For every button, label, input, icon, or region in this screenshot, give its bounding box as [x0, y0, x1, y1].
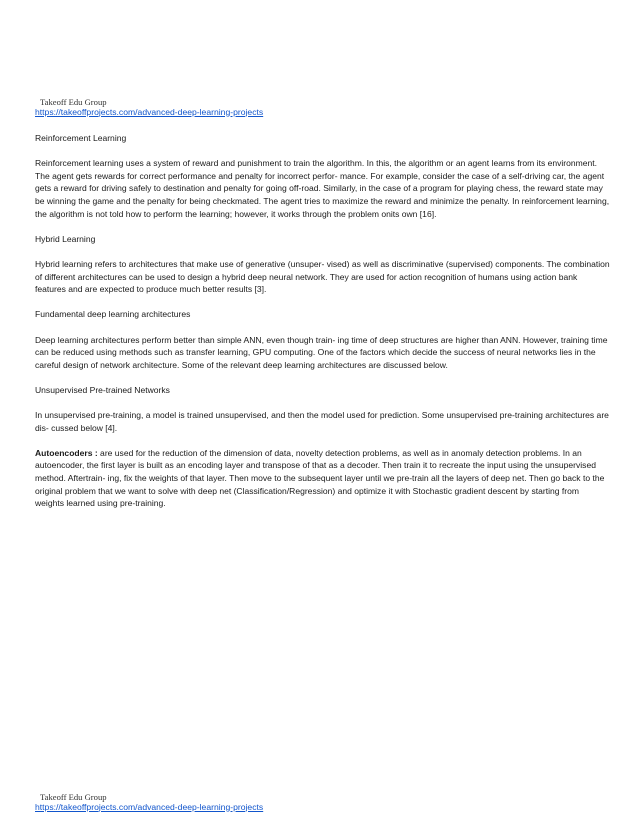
page-footer	[35, 793, 263, 812]
section-heading: Fundamental deep learning architectures	[35, 309, 191, 320]
header-org-name: Takeoff Edu Group	[40, 97, 107, 107]
header-link[interactable]: https://takeoffprojects.com/advanced-deep-learning-projects	[35, 106, 264, 117]
autoencoders-paragraph	[35, 447, 610, 510]
section-paragraph: Hybrid learning refers to architectures that make use of generative (unsuper- vised) as well as discriminative (supervised) components. The combination of different architectures can be used to design a hybrid deep neural network. They are used for action recognition of humans using action bank features and are expected to produce much better results [3].	[35, 258, 610, 295]
section-heading: Reinforcement Learning	[35, 133, 127, 143]
section-paragraph: Deep learning architectures perform better than simple ANN, even though train- ing time of deep structures are higher than ANN. However, training time can be reduced using methods such as transfer learning, GPU computing. One of the factors which decide the success of neural networks lies in the careful design of network architecture. Some of the relevant deep learning architectures are discussed below.	[35, 334, 608, 370]
section-paragraph: Reinforcement learning uses a system of reward and punishment to train the algorithm. In this, the algorithm or an agent learns from its environment. The agent gets rewards for correct performance and penalty for incorrect perfor- mance. For example, consider the case of a self-driving car, the agent gets a reward for driving safely to destination and penalty for going off-road. Similarly, in the case of a program for playing chess, the reward state may be winning the game and the penalty for being checkmated. The agent tries to maximize the reward and minimize the penalty. In reinforcement learning, the algorithm is not told how to perform the learning; however, it works through the problem onits own [16].	[35, 158, 610, 219]
section-heading: Hybrid Learning	[35, 233, 96, 244]
section-hybrid-learning	[35, 233, 610, 296]
section-fundamental-architectures	[35, 308, 610, 371]
autoencoders-term: Autoencoders :	[35, 447, 98, 458]
section-reinforcement-learning	[35, 132, 610, 220]
section-paragraph: In unsupervised pre-training, a model is trained unsupervised, and then the model used for prediction. Some unsupervised pre-training architectures are dis- cussed below [4].	[35, 410, 609, 433]
page-header	[35, 98, 263, 117]
footer-link[interactable]: https://takeoffprojects.com/advanced-deep-learning-projects	[35, 801, 264, 812]
section-heading: Unsupervised Pre-trained Networks	[35, 384, 170, 395]
footer-org-name: Takeoff Edu Group	[40, 792, 107, 802]
section-unsupervised-pretrained	[35, 384, 610, 434]
document-body	[35, 132, 610, 522]
autoencoders-text: are used for the reduction of the dimension of data, novelty detection problems, as well as in anomaly detection problems. In an autoencoder, the first layer is built as an encoding layer and transpose of that as a decoder. Then train it to recreate the input using the unsupervised method. Aftertrain- ing, fix the weights of that layer. Then move to the subsequent layer until we pre-train all the layers of deep net. Then go back to the original problem that we want to solve with deep net (Classification/Regression) and optimize it with Stochastic gradient descent by starting from weights learned using pre-training.	[35, 447, 605, 509]
